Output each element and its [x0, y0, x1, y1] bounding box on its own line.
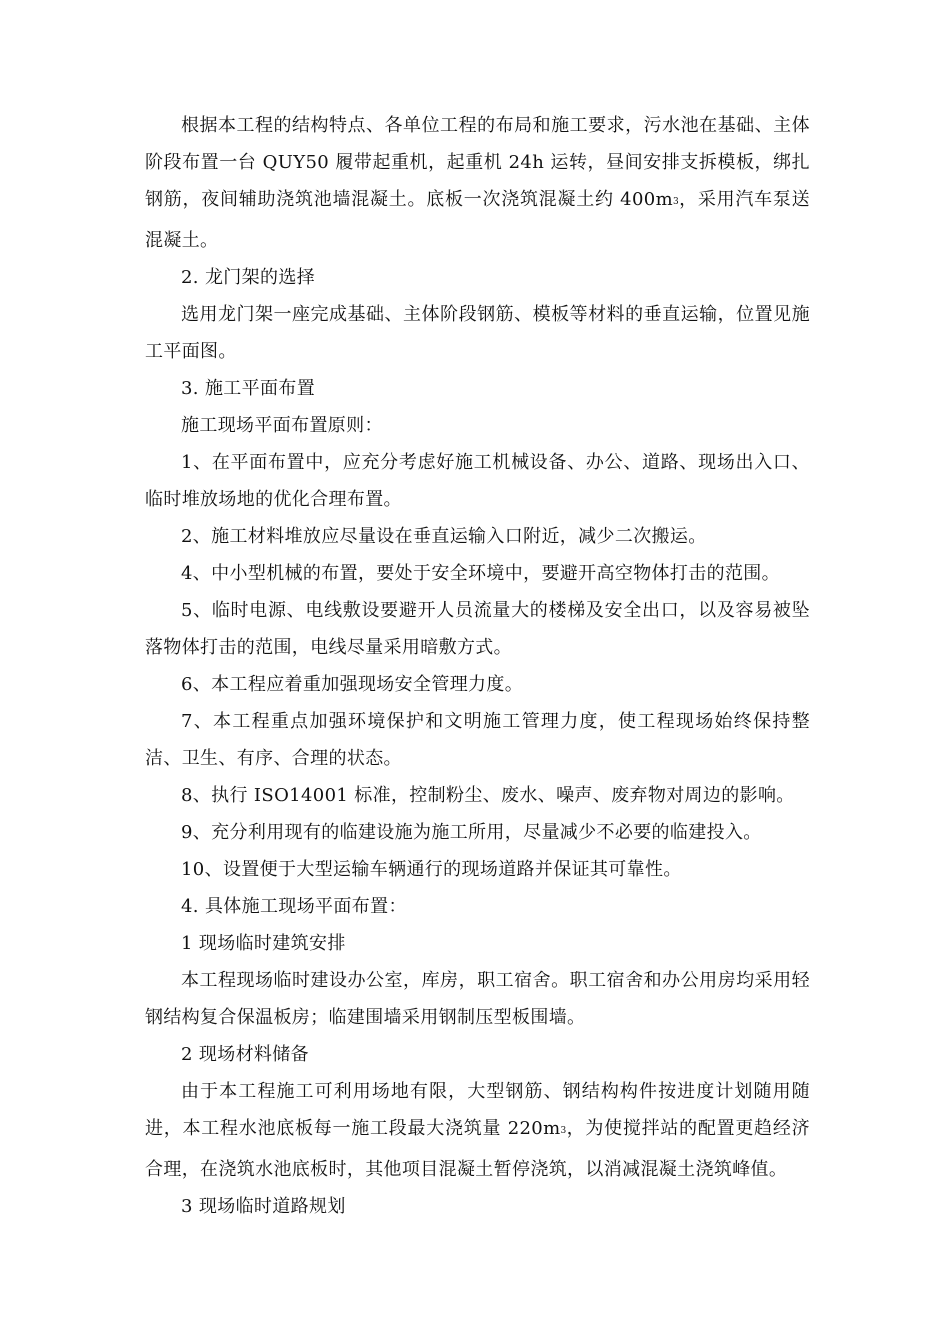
paragraph-crane-arrangement	[145, 107, 810, 259]
subsection-heading-temporary-roads: 3 现场临时道路规划	[181, 1196, 346, 1217]
paragraph-layout-principles: 施工现场平面布置原则：	[181, 415, 383, 436]
list-item: 1、在平面布置中，应充分考虑好施工机械设备、办公、道路、现场出入口、临时堆放场地的优化合理布置。	[145, 452, 810, 510]
subsection-heading-material-storage: 2 现场材料储备	[181, 1044, 309, 1065]
paragraph-text: ，为使搅拌站的配置更趋经济合理，在浇筑水池底板时，其他项目混凝土暂停浇筑，以消减混凝土浇筑峰值。	[145, 1118, 810, 1180]
section-heading-site-layout: 3. 施工平面布置	[181, 378, 316, 399]
paragraph-material-storage	[145, 1073, 810, 1188]
list-item: 7、本工程重点加强环境保护和文明施工管理力度，使工程现场始终保持整洁、卫生、有序、合理的状态。	[145, 711, 810, 769]
paragraph-text: 根据本工程的结构特点、各单位工程的布局和施工要求，污水池在基础、主体阶段布置一台 QUY50 履带起重机，起重机 24h 运转，昼间安排支拆模板，绑扎钢筋，夜间辅助浇筑池墙混凝土。底板一次浇筑混凝土约 400m	[145, 115, 810, 210]
list-item: 6、本工程应着重加强现场安全管理力度。	[181, 674, 524, 695]
document-body	[145, 107, 810, 1225]
list-item: 2、施工材料堆放应尽量设在垂直运输入口附近，减少二次搬运。	[181, 526, 707, 547]
list-item: 4、中小型机械的布置，要处于安全环境中，要避开高空物体打击的范围。	[181, 563, 780, 584]
paragraph-gantry: 选用龙门架一座完成基础、主体阶段钢筋、模板等材料的垂直运输，位置见施工平面图。	[145, 304, 810, 362]
section-heading-specific-layout: 4. 具体施工现场平面布置：	[181, 896, 407, 917]
list-item: 8、执行 ISO14001 标准，控制粉尘、废水、噪声、废弃物对周边的影响。	[181, 785, 795, 806]
unit-superscript: 3	[560, 1126, 567, 1136]
unit-superscript: 3	[673, 197, 679, 207]
list-item: 9、充分利用现有的临建设施为施工所用，尽量减少不必要的临建投入。	[181, 822, 762, 843]
paragraph-temporary-buildings: 本工程现场临时建设办公室，库房，职工宿舍。职工宿舍和办公用房均采用轻钢结构复合保温板房；临建围墙采用钢制压型板围墙。	[145, 970, 810, 1028]
subsection-heading-temporary-buildings: 1 现场临时建筑安排	[181, 933, 346, 954]
section-heading-gantry: 2. 龙门架的选择	[181, 267, 316, 288]
list-item: 5、临时电源、电线敷设要避开人员流量大的楼梯及安全出口，以及容易被坠落物体打击的范围，电线尽量采用暗敷方式。	[145, 600, 810, 658]
paragraph-text: 由于本工程施工可利用场地有限，大型钢筋、钢结构构件按进度计划随用随进，本工程水池底板每一施工段最大浇筑量 220m	[145, 1081, 810, 1139]
paragraph-text: ，采用汽车泵送混凝土。	[145, 189, 810, 251]
list-item: 10、设置便于大型运输车辆通行的现场道路并保证其可靠性。	[181, 859, 682, 880]
